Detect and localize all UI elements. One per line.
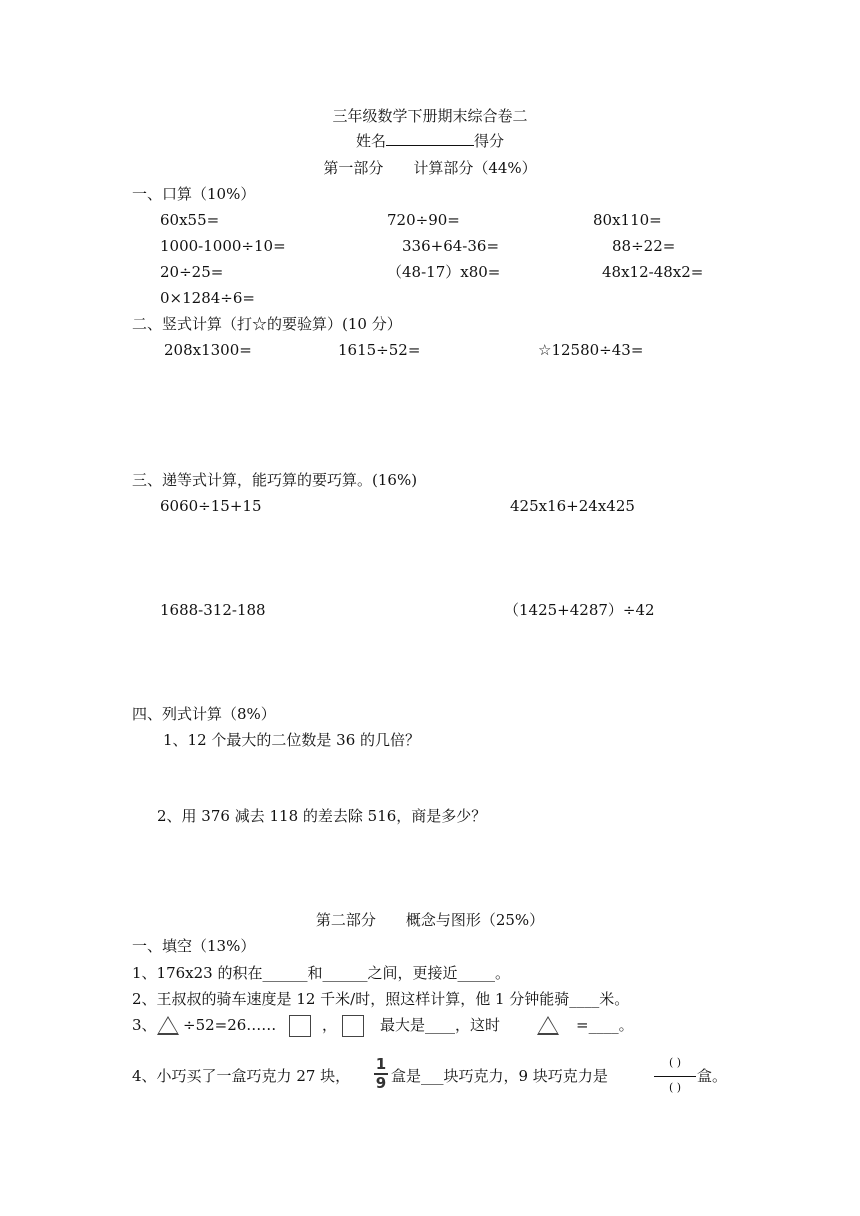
- fill-in-q3-prefix: 3、: [132, 1016, 157, 1034]
- mental-math-item: 88÷22=: [612, 237, 676, 255]
- fraction-one-ninth: [373, 1055, 389, 1092]
- name-blank[interactable]: [386, 131, 474, 146]
- part2-title: 第二部分 概念与图形（25%）: [315, 911, 545, 929]
- blank-denominator: ( ): [668, 1081, 682, 1094]
- blank-numerator: ( ): [668, 1056, 682, 1069]
- step-calc-item: （1425+4287）÷42: [504, 601, 655, 619]
- vertical-calc-item: 1615÷52=: [338, 341, 421, 359]
- part1-title: 第一部分 计算部分（44%）: [323, 159, 537, 177]
- fill-in-q3-max: 最大是____，这时: [380, 1016, 501, 1034]
- fill-in-q4-mid: 盒是___块巧克力，9 块巧克力是: [391, 1067, 608, 1085]
- mental-math-item: 720÷90=: [387, 211, 460, 229]
- word-problem-2: 2、用 376 减去 118 的差去除 516，商是多少？: [157, 807, 487, 825]
- mental-math-item: 20÷25=: [160, 263, 224, 281]
- score-label: 得分: [474, 132, 505, 150]
- step-calc-item: 425x16+24x425: [510, 497, 635, 515]
- fill-in-q2: 2、王叔叔的骑车速度是 12 千米/时，照这样计算，他 1 分钟能骑____米。: [132, 990, 630, 1008]
- blank-fraction[interactable]: [654, 1057, 696, 1097]
- name-label: 姓名: [355, 132, 386, 150]
- vertical-calc-item: ☆12580÷43=: [538, 341, 644, 359]
- step-calc-item: 6060÷15+15: [160, 497, 262, 515]
- mental-math-item: 336+64-36=: [402, 237, 500, 255]
- fill-in-q3-eq: =____。: [576, 1016, 634, 1034]
- page-title: 三年级数学下册期末综合卷二: [332, 107, 528, 125]
- triangle-icon: [157, 1016, 179, 1035]
- mental-math-item: （48-17）x80=: [387, 263, 501, 281]
- name-score-line: [0, 131, 860, 151]
- section4-heading: 四、列式计算（8%）: [132, 705, 276, 723]
- section3-heading: 三、递等式计算，能巧算的要巧算。(16%): [132, 471, 418, 489]
- word-problem-1: 1、12 个最大的二位数是 36 的几倍？: [163, 731, 421, 749]
- fill-in-q1: 1、176x23 的积在______和______之间，更接近_____。: [132, 964, 510, 982]
- fill-in-heading: 一、填空（13%）: [132, 937, 256, 955]
- square-icon: [342, 1015, 364, 1037]
- triangle-icon: [537, 1016, 559, 1035]
- fraction-denominator: 9: [375, 1074, 387, 1092]
- section1-heading: 一、口算（10%）: [132, 185, 256, 203]
- vertical-calc-item: 208x1300=: [164, 341, 252, 359]
- fill-in-q3-expr: ÷52=26……: [183, 1016, 277, 1034]
- fill-in-q3-comma: ，: [322, 1016, 338, 1034]
- mental-math-item: 48x12-48x2=: [602, 263, 704, 281]
- square-icon: [289, 1015, 311, 1037]
- mental-math-item: 1000-1000÷10=: [160, 237, 286, 255]
- fraction-numerator: 1: [375, 1055, 387, 1073]
- fill-in-q4-suffix: 盒。: [697, 1067, 728, 1085]
- mental-math-item: 80x110=: [593, 211, 662, 229]
- mental-math-item: 60x55=: [160, 211, 220, 229]
- fill-in-q4-prefix: 4、小巧买了一盒巧克力 27 块，: [132, 1067, 351, 1085]
- step-calc-item: 1688-312-188: [160, 601, 266, 619]
- mental-math-item: 0×1284÷6=: [160, 289, 255, 307]
- section2-heading: 二、竖式计算（打☆的要验算）(10 分）: [132, 315, 402, 333]
